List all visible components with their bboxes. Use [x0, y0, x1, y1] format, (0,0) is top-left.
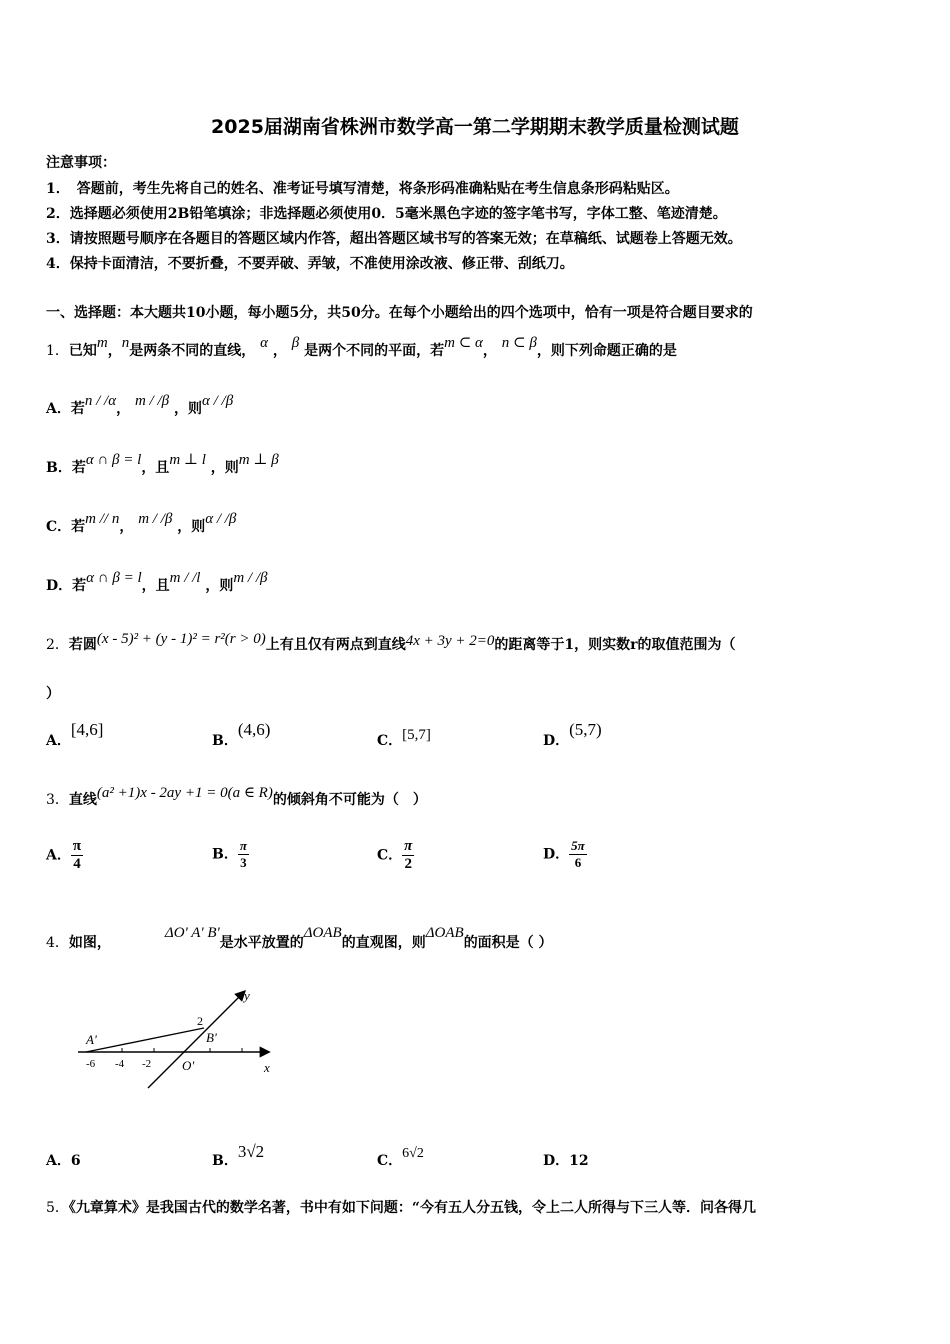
option-value: [5,7] [402, 727, 431, 743]
option-value: 12 [569, 1153, 589, 1169]
option-math-a: m // n [85, 511, 120, 527]
question-number: 4． [46, 935, 69, 951]
q1-text-1: 已知 [68, 343, 97, 359]
q2-line-equation: 4x + 3y + 2=0 [405, 633, 495, 649]
option-math-a: n / /α [84, 393, 117, 409]
option-label: C． [377, 847, 403, 864]
q1-text-4: ，则下列命题正确的是 [536, 343, 677, 359]
q3-option-a [46, 838, 83, 873]
q2-option-b [212, 720, 271, 750]
q1-option-b [46, 452, 279, 477]
option-label: C． [377, 1153, 403, 1169]
option-label: C． [377, 733, 403, 749]
option-post: ，则 [177, 519, 206, 535]
option-label: B． [212, 1153, 238, 1169]
q1-m: m [96, 335, 108, 351]
notice-item-3: 3．请按照题号顺序在各题目的答题区域内作答，超出答题区域书写的答案无效；在草稿纸、试题卷上答题无效。 [46, 231, 742, 247]
q2-option-a [46, 720, 104, 750]
q3-line-equation: (a² +1)x - 2ay +1 = 0(a ∈ R) [96, 785, 273, 801]
notice-heading: 注意事项： [46, 155, 116, 171]
question-number: 5． [46, 1200, 69, 1216]
q4-option-c [377, 1146, 424, 1170]
option-label: D． [543, 846, 570, 863]
q5-text-1: 《九章算术》是我国古代的数学名著，书中有如下问题：“今有五人分五钱，令上二人所得与下三人等．问各得几 [68, 1200, 756, 1216]
question-number: 1． [46, 343, 69, 359]
notice-item-1: 1． 答题前，考生先将自己的姓名、准考证号填写清楚，将条形码准确粘贴在考生信息条形码粘贴区。 [46, 181, 679, 197]
option-label: D． [543, 733, 570, 749]
q1-text-3: 是两个不同的平面，若 [304, 343, 445, 359]
option-label: A． [46, 1153, 71, 1169]
fraction-denominator: 4 [73, 856, 81, 872]
option-post: ，则 [210, 460, 239, 476]
option-pre: 若 [70, 401, 85, 417]
option-value: 3√2 [237, 1142, 265, 1161]
option-label: B． [46, 460, 72, 476]
option-math-c: α / /β [205, 511, 237, 527]
fraction-denominator: 3 [240, 855, 247, 870]
option-post: ，则 [173, 401, 202, 417]
question-5 [46, 1197, 756, 1217]
question-number: 3． [46, 792, 69, 808]
option-value: 6√2 [402, 1146, 424, 1161]
option-fraction [71, 838, 83, 873]
q4-triangle-3: ΔOAB [425, 925, 464, 941]
question-number: 2． [46, 637, 69, 653]
q2-text-1: 若圆 [68, 637, 97, 653]
option-fraction [569, 838, 587, 871]
option-label: B． [212, 733, 238, 749]
q1-text-2: 是两条不同的直线， [129, 343, 256, 359]
option-math-b: m ⊥ l [169, 452, 206, 468]
question-3 [46, 785, 427, 809]
q2-text-3: 的距离等于1，则实数r的取值范围为（ [494, 637, 736, 653]
label-o-prime: O' [182, 1058, 195, 1073]
label-a-prime: A' [86, 1032, 97, 1047]
option-math-a: α ∩ β = l [85, 452, 142, 468]
q4-option-d [543, 1150, 589, 1170]
option-mid: ， [119, 519, 134, 535]
option-mid: ，且 [141, 460, 170, 476]
option-label: A． [46, 733, 71, 749]
option-pre: 若 [72, 578, 87, 594]
option-math-c: m / /β [233, 570, 268, 586]
option-value: [4,6] [70, 720, 104, 739]
label-neg4: -4 [115, 1058, 125, 1070]
option-label: A． [46, 401, 71, 417]
fraction-numerator: π [404, 838, 413, 854]
fraction-numerator: 5π [571, 838, 585, 853]
option-value: (4,6) [237, 720, 271, 739]
fraction-denominator: 6 [574, 855, 582, 870]
q2-option-d [543, 720, 602, 750]
segment-a-b [86, 1028, 204, 1052]
option-mid: ， [116, 401, 131, 417]
label-y: y [244, 988, 250, 1003]
q4-text-2: 是水平放置的 [219, 935, 304, 951]
notice-item-2: 2．选择题必须使用2B铅笔填涂；非选择题必须使用0．5毫米黑色字迹的签字笔书写，字体工整、笔迹清楚。 [46, 206, 727, 222]
q4-text-1: 如图， [68, 935, 111, 951]
option-pre: 若 [71, 460, 86, 476]
option-math-b: m / /β [138, 511, 173, 527]
option-fraction [402, 838, 414, 873]
section-heading: 一、选择题：本大题共10小题，每小题5分，共50分。在每个小题给出的四个选项中，恰有一项是符合题目要求的 [46, 305, 753, 321]
q1-sep-3: ， [482, 343, 497, 359]
fraction-denominator: 2 [404, 856, 412, 872]
label-x: x [264, 1060, 270, 1075]
q3-text-2: 的倾斜角不可能为（ ） [272, 792, 427, 808]
q2-option-c [377, 727, 431, 750]
option-label: B． [212, 846, 238, 863]
q4-option-a [46, 1150, 81, 1170]
option-label: D． [543, 1153, 570, 1169]
q1-sep-2: ， [272, 343, 287, 359]
fraction-numerator: π [239, 838, 247, 853]
page-title: 2025届湖南省株洲市数学高一第二学期期末教学质量检测试题 [211, 116, 739, 138]
q1-option-c [46, 511, 237, 536]
notice-item-4: 4．保持卡面清洁，不要折叠，不要弄破、弄皱，不准使用涂改液、修正带、刮纸刀。 [46, 256, 574, 272]
q1-option-d [46, 570, 268, 595]
q4-text-4: 的面积是（ ） [463, 935, 553, 951]
question-2 [46, 631, 736, 654]
question-4 [46, 925, 553, 952]
option-math-c: α / /β [201, 393, 234, 409]
fraction-numerator: π [72, 838, 82, 854]
q4-option-b [212, 1142, 265, 1170]
option-value: 6 [70, 1153, 81, 1169]
option-label: C． [46, 519, 72, 535]
option-label: D． [46, 578, 73, 594]
y-axis [148, 992, 244, 1088]
option-value: (5,7) [569, 720, 602, 739]
option-math-c: m ⊥ β [238, 452, 279, 468]
q2-circle-equation: (x - 5)² + (y - 1)² = r²(r > 0) [96, 631, 266, 647]
q4-triangle-1: ΔO' A' B' [164, 925, 220, 941]
q3-option-d [543, 838, 587, 871]
label-2: 2 [197, 1014, 203, 1028]
q4-figure [70, 980, 290, 1100]
q1-option-a [46, 393, 234, 418]
q1-alpha: α [260, 335, 269, 351]
option-math-b: m / /β [134, 393, 170, 409]
q4-text-3: 的直观图，则 [341, 935, 426, 951]
q2-text-2: 上有且仅有两点到直线 [265, 637, 406, 653]
q1-cond-2: n ⊂ β [501, 335, 537, 351]
option-post: ，则 [205, 578, 234, 594]
label-b-prime: B' [206, 1030, 217, 1045]
q1-beta: β [291, 335, 300, 351]
q1-n: n [121, 335, 130, 351]
question-1 [46, 335, 677, 360]
label-neg6: -6 [86, 1058, 96, 1070]
option-pre: 若 [71, 519, 86, 535]
q3-option-c [377, 838, 414, 873]
option-label: A． [46, 847, 71, 864]
q1-sep: ， [107, 343, 122, 359]
label-neg2: -2 [142, 1058, 152, 1070]
q2-text-close: ） [46, 686, 60, 702]
option-math-b: m / /l [169, 570, 201, 586]
q1-cond-1: m ⊂ α [444, 335, 483, 351]
option-mid: ，且 [141, 578, 170, 594]
q4-triangle-2: ΔOAB [303, 925, 342, 941]
option-fraction [238, 838, 249, 871]
option-math-a: α ∩ β = l [86, 570, 142, 586]
q3-text-1: 直线 [68, 792, 97, 808]
q3-option-b [212, 838, 249, 871]
